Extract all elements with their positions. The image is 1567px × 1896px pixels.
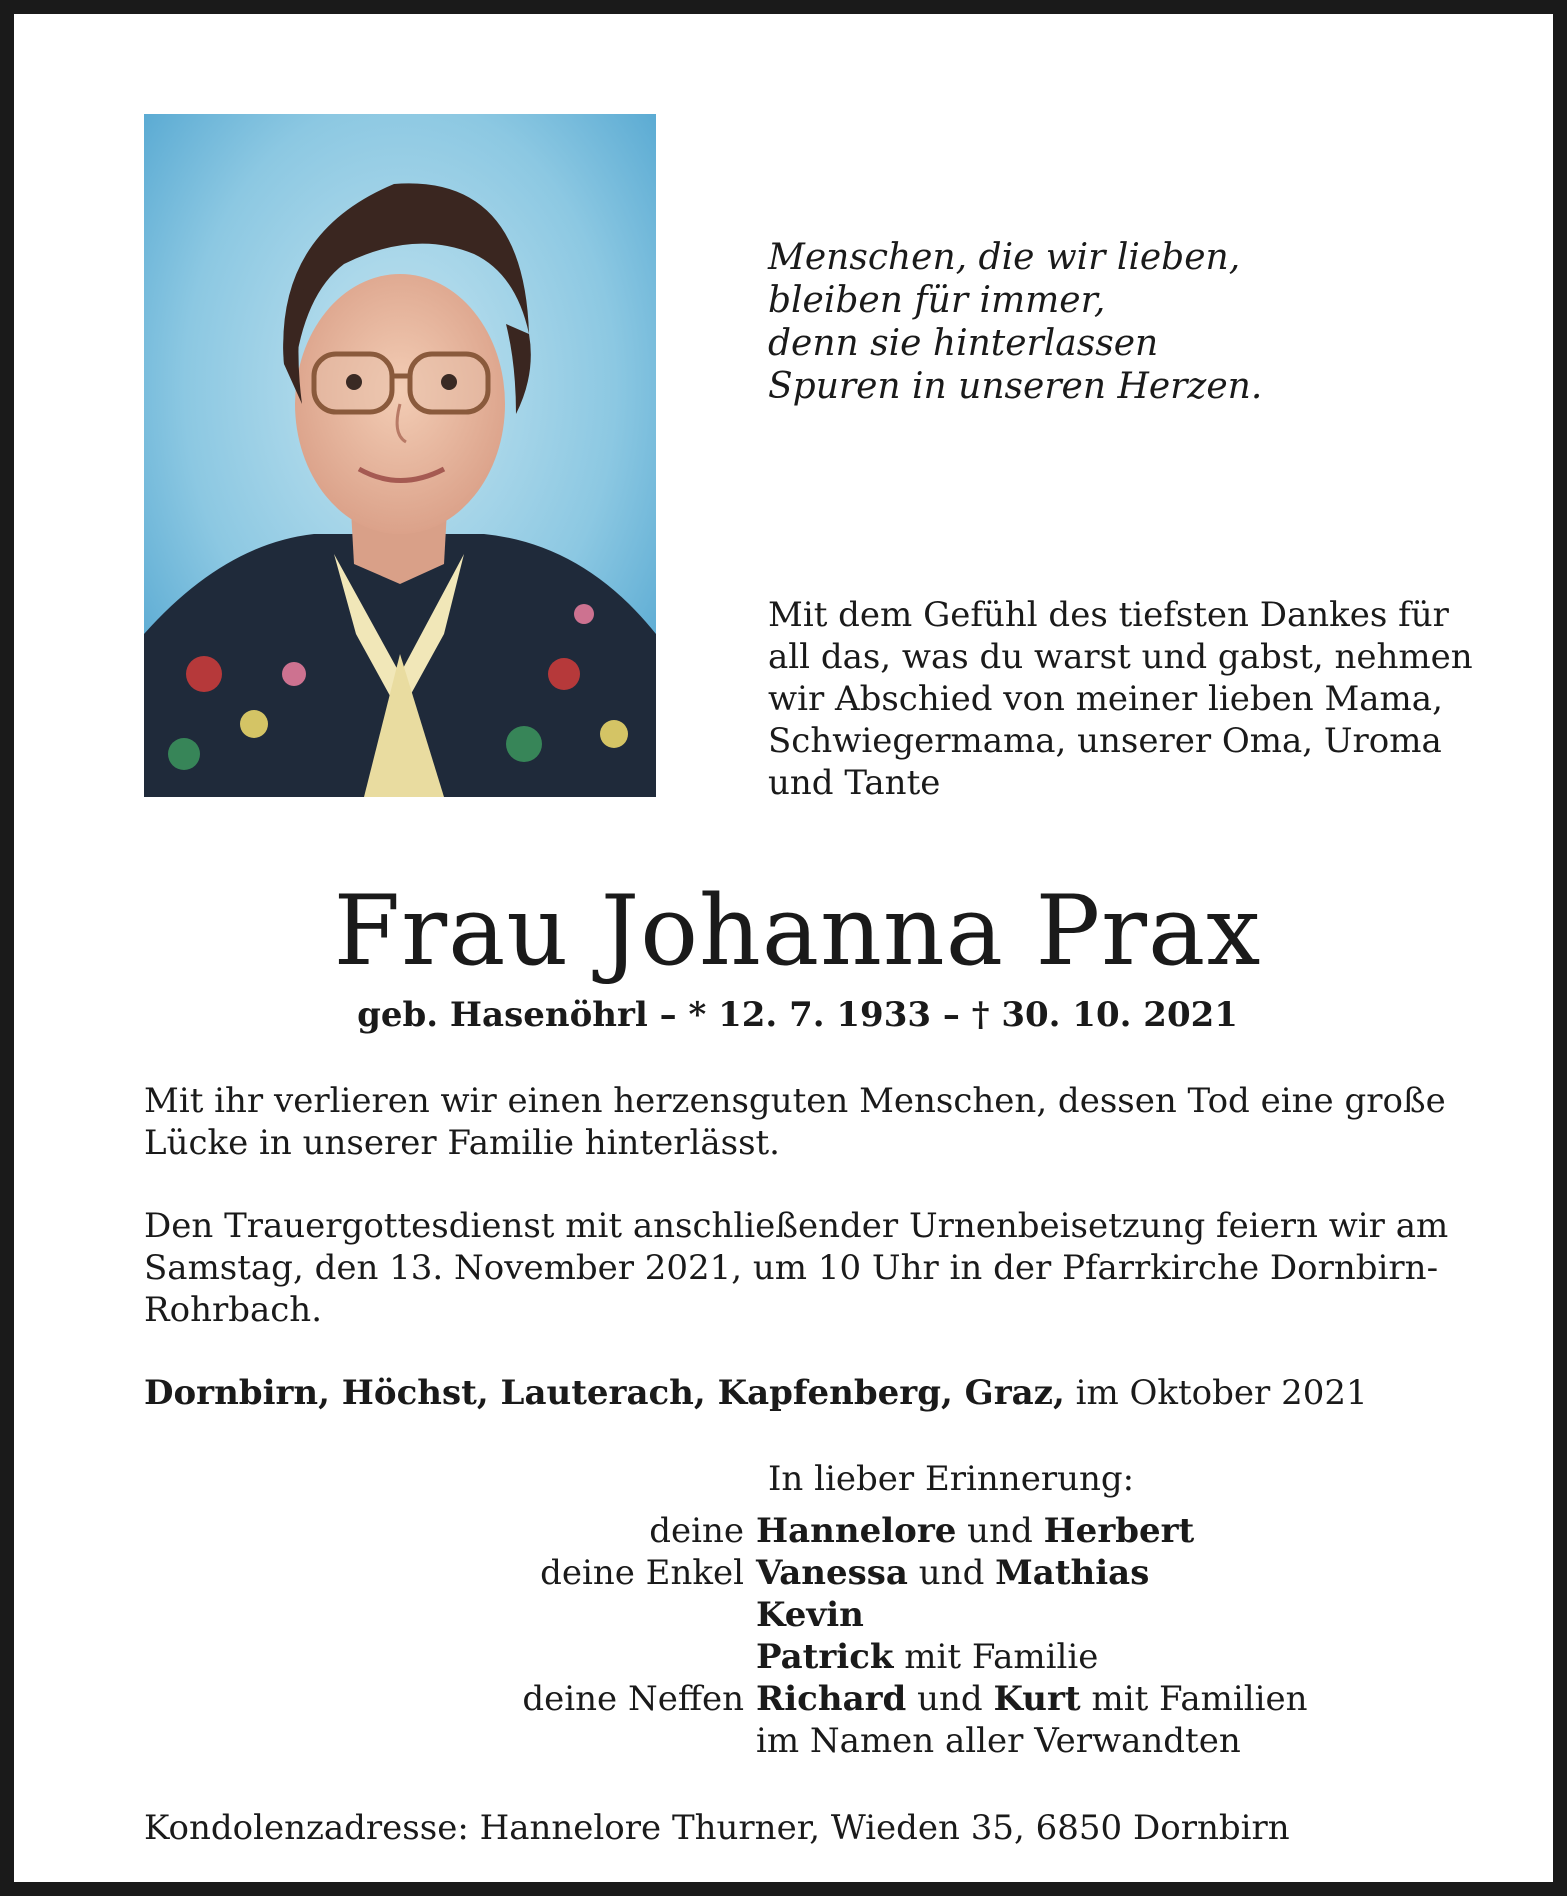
poem-line: Spuren in unseren Herzen.: [768, 366, 1263, 407]
portrait-illustration: [144, 114, 656, 797]
signer-name: Patrick: [756, 1637, 894, 1677]
signer-name: Kevin: [756, 1595, 864, 1635]
poem-line: bleiben für immer,: [768, 280, 1106, 321]
birth-death-dates: geb. Hasenöhrl – * 12. 7. 1933 – † 30. 10. 2021: [357, 995, 1238, 1035]
signer-text: und: [906, 1679, 994, 1719]
signer-name: Vanessa: [756, 1553, 908, 1593]
poem: [768, 236, 1468, 408]
places-date: [144, 1372, 1454, 1414]
signer-name: Kurt: [993, 1679, 1081, 1719]
in-memory-heading: In lieber Erinnerung:: [768, 1459, 1135, 1499]
paragraph-service: [144, 1205, 1454, 1331]
signer-relation: [144, 1636, 756, 1678]
signer-row: [144, 1552, 1454, 1594]
places-month: im Oktober 2021: [1064, 1373, 1368, 1413]
paragraph-line: Rohrbach.: [144, 1290, 323, 1330]
signer-name: Herbert: [1043, 1511, 1195, 1551]
signer-text: im Namen aller Verwandten: [756, 1721, 1241, 1761]
condolence-address: Kondolenzadresse: Hannelore Thurner, Wieden 35, 6850 Dornbirn: [144, 1808, 1290, 1848]
deceased-name: Frau Johanna Prax: [333, 875, 1262, 987]
signer-relation: deine: [649, 1511, 744, 1551]
signer-names: [756, 1678, 1307, 1720]
paragraph-loss: [144, 1080, 1454, 1164]
signer-names: [756, 1720, 1241, 1762]
thanks-line: und Tante: [768, 763, 941, 803]
signer-name: Hannelore: [756, 1511, 957, 1551]
signer-relation: deine Neffen: [522, 1679, 744, 1719]
signer-text: mit Familie: [893, 1637, 1099, 1677]
signer-row: [144, 1720, 1454, 1762]
signer-row: [144, 1510, 1454, 1552]
signer-relation: [144, 1720, 756, 1762]
signers-list: [144, 1510, 1454, 1762]
thanks-paragraph: [768, 594, 1473, 804]
thanks-line: wir Abschied von meiner lieben Mama,: [768, 679, 1443, 719]
thanks-line: Mit dem Gefühl des tiefsten Dankes für: [768, 595, 1449, 635]
signer-names: [756, 1594, 864, 1636]
poem-line: Menschen, die wir lieben,: [768, 237, 1241, 278]
poem-line: denn sie hinterlassen: [768, 323, 1159, 364]
thanks-line: all das, was du warst und gabst, nehmen: [768, 637, 1473, 677]
signer-text: und: [907, 1553, 996, 1593]
paragraph-line: Lücke in unserer Familie hinterlässt.: [144, 1123, 780, 1163]
signer-row: [144, 1594, 1454, 1636]
signer-names: [756, 1510, 1194, 1552]
signer-names: [756, 1636, 1098, 1678]
signer-relation: [144, 1594, 756, 1636]
paragraph-line: Mit ihr verlieren wir einen herzensguten Menschen, dessen Tod eine große: [144, 1081, 1446, 1121]
paragraph-line: Den Trauergottesdienst mit anschließender Urnenbeisetzung feiern wir am: [144, 1206, 1449, 1246]
portrait-photo: [144, 114, 656, 797]
signer-text: mit Familien: [1080, 1679, 1308, 1719]
signer-relation: deine Enkel: [540, 1553, 744, 1593]
signer-name: Mathias: [995, 1553, 1150, 1593]
thanks-line: Schwiegermama, unserer Oma, Uroma: [768, 721, 1442, 761]
places-towns: Dornbirn, Höchst, Lauterach, Kapfenberg, Graz,: [144, 1373, 1065, 1413]
signer-text: und: [956, 1511, 1044, 1551]
signer-names: [756, 1552, 1149, 1594]
signer-row: [144, 1678, 1454, 1720]
signer-name: Richard: [756, 1679, 907, 1719]
signer-row: [144, 1636, 1454, 1678]
paragraph-line: Samstag, den 13. November 2021, um 10 Uhr in der Pfarrkirche Dornbirn-: [144, 1248, 1439, 1288]
